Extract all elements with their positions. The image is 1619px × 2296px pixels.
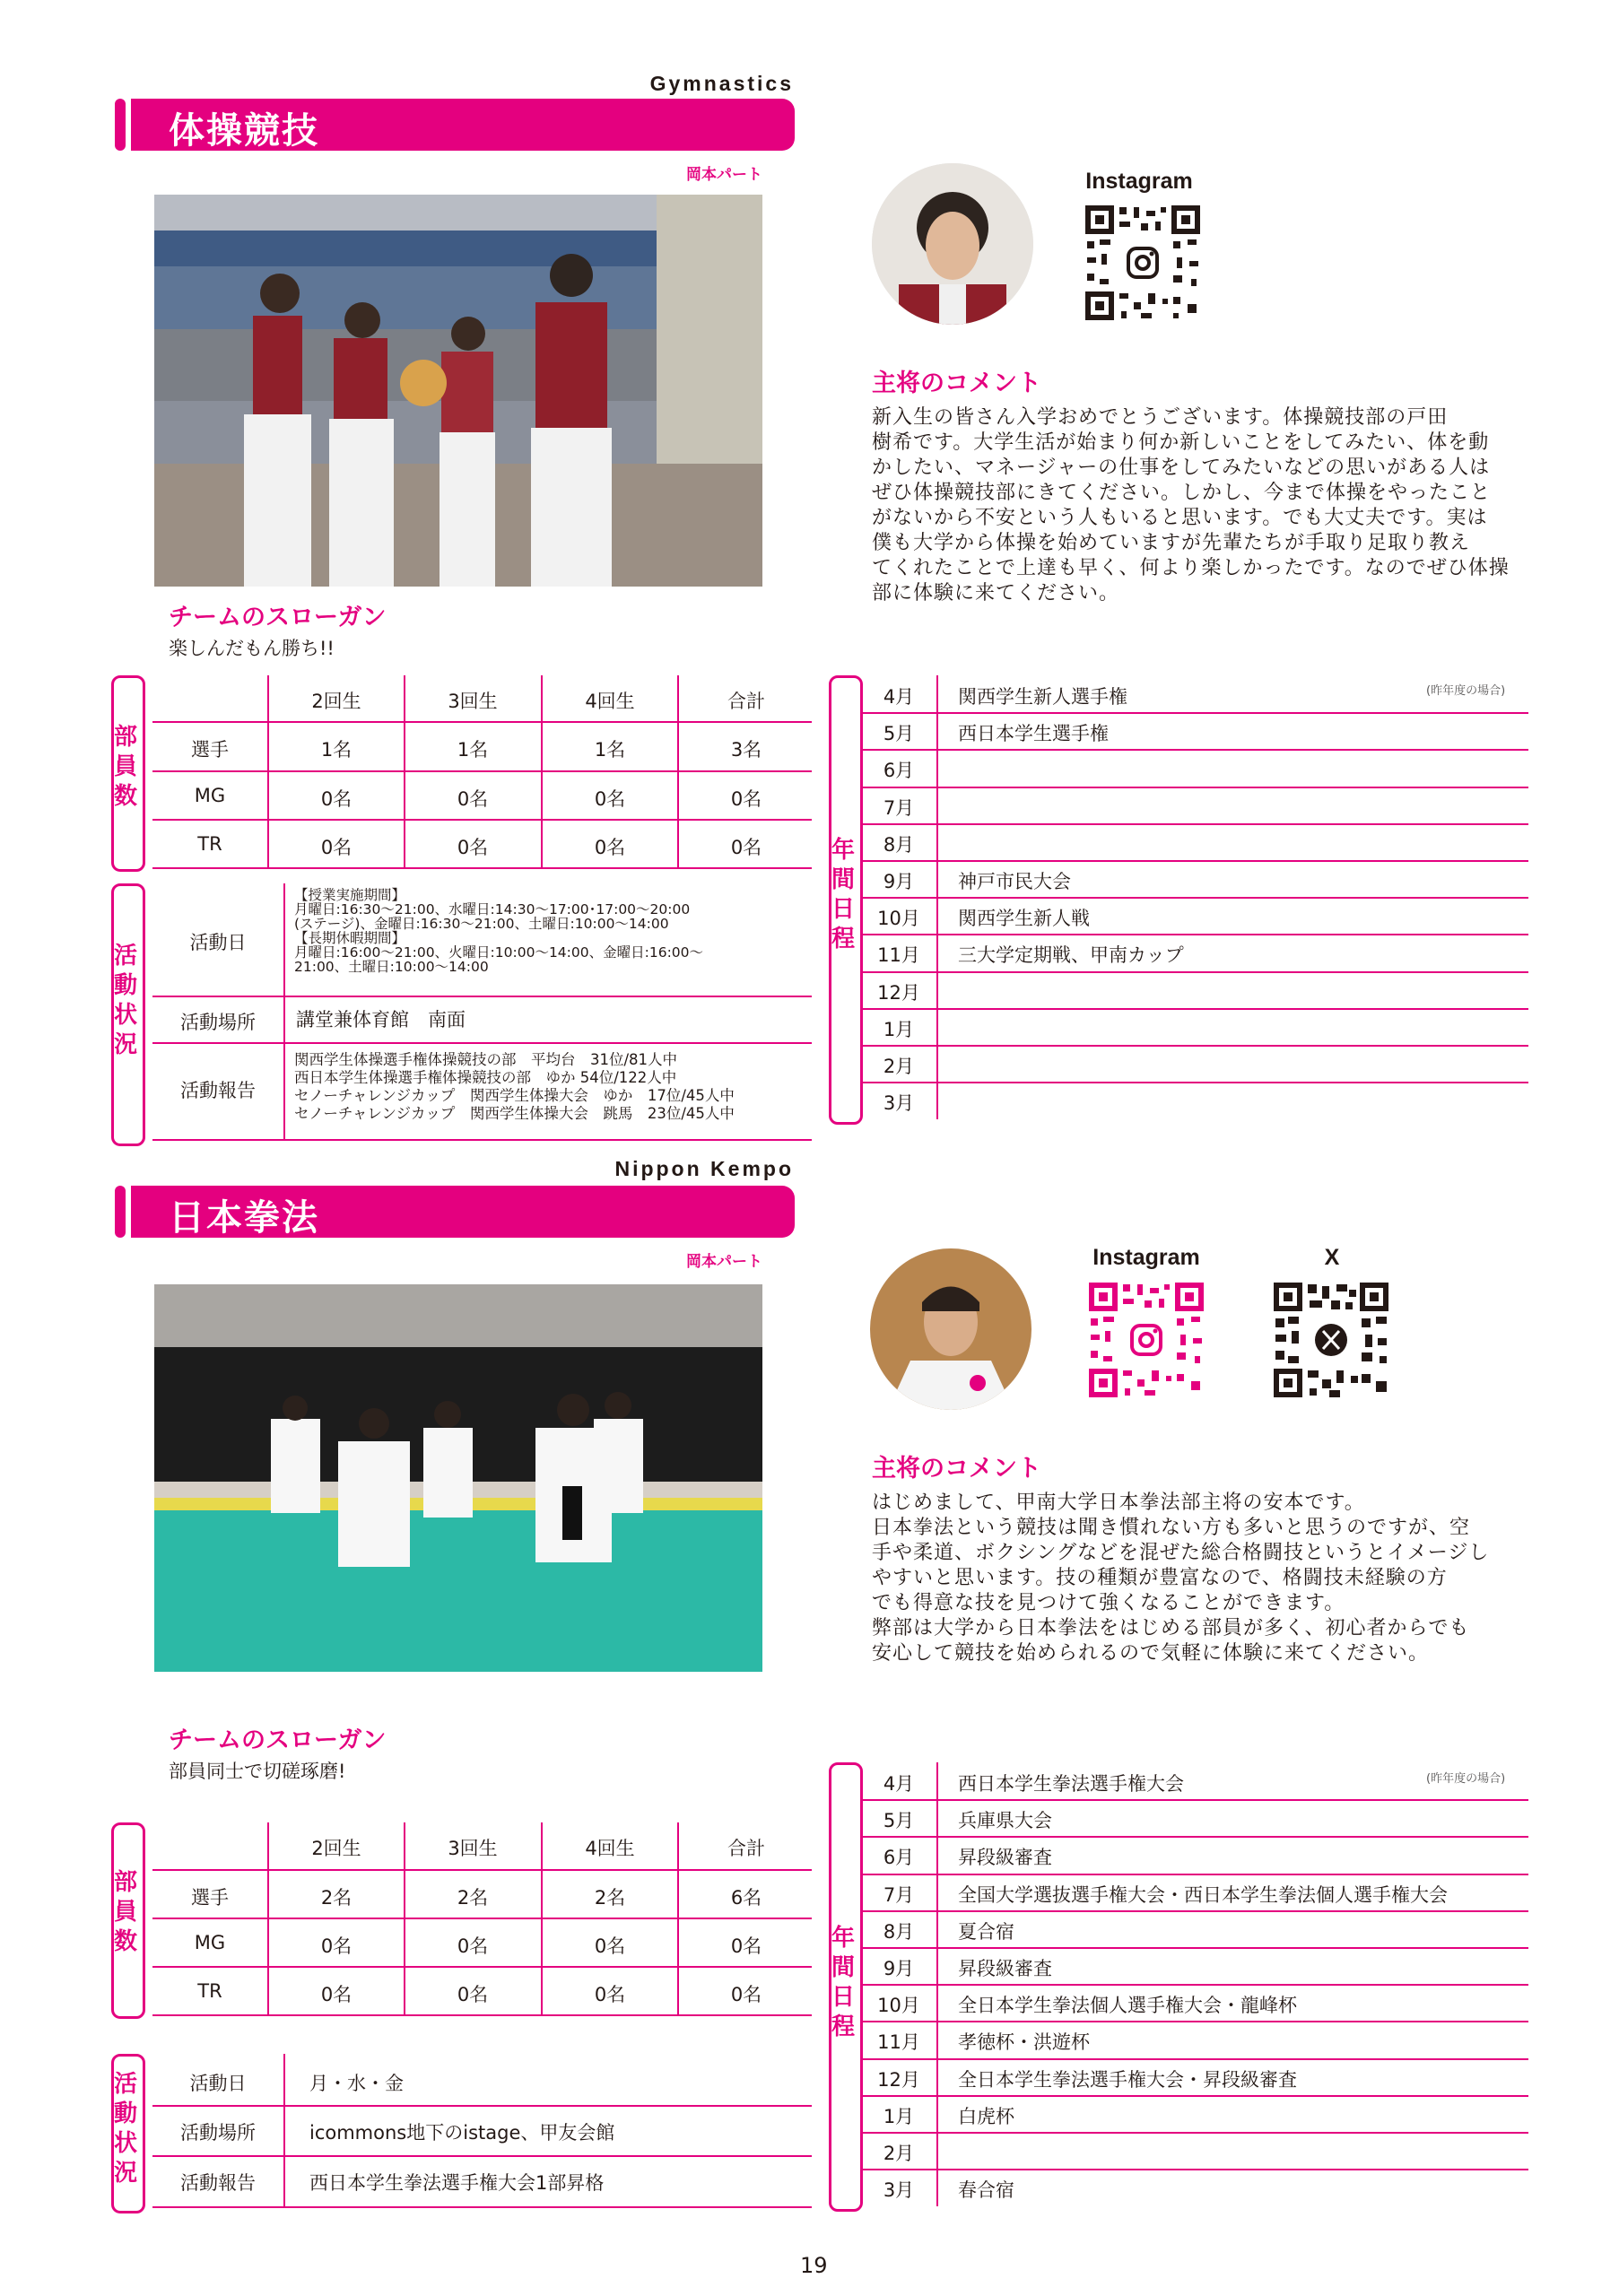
schedule-event: 春合宿 <box>958 2179 1014 2202</box>
table-cell: 2名 <box>457 1887 489 1909</box>
instagram-label: Instagram <box>1092 1245 1200 1270</box>
page-number: 19 <box>800 2253 828 2278</box>
activity-day-text: 【授業実施期間】 月曜日:16:30〜21:00、水曜日:14:30〜17:00･17:00〜20:00 (ステージ)、金曜日:16:30〜21:00、土曜日:10:00〜14:00 【長期休暇期間】 月曜日:16:00〜21:00、火曜日:10:00〜14:00、金曜日:16:00〜 21:00、土曜日:10:00〜14:00 <box>294 887 704 975</box>
schedule-divider <box>863 1799 1528 1801</box>
team-photo <box>154 195 762 587</box>
schedule-month: 10月 <box>877 908 920 930</box>
schedule-month: 5月 <box>883 723 915 745</box>
comment-line: 部に体験に来てください。 <box>872 582 1120 604</box>
instagram-label: Instagram <box>1085 169 1193 194</box>
schedule-month: 2月 <box>883 2143 915 2164</box>
comment-line: 弊部は大学から日本拳法をはじめる部員が多く、初心者からでも <box>872 1617 1470 1639</box>
activity-place-label: 活動場所 <box>180 2122 256 2144</box>
schedule-divider <box>863 823 1528 825</box>
activity-label: 活 動 状 況 <box>113 943 137 1058</box>
col-header: 3回生 <box>448 691 498 712</box>
schedule-month: 8月 <box>883 833 915 856</box>
schedule-month: 1月 <box>883 1018 915 1040</box>
schedule-event: 兵庫県大会 <box>958 1810 1052 1832</box>
schedule-month: 10月 <box>877 1995 920 2017</box>
comment-line: 日本拳法という競技は聞き慣れない方も多いと思うのですが、空 <box>872 1517 1471 1539</box>
table-cell: 0名 <box>730 1935 762 1957</box>
schedule-month: 12月 <box>877 981 920 1004</box>
table-cell: 0名 <box>594 837 626 858</box>
schedule-event: 関西学生新人戦 <box>958 908 1090 930</box>
table-cell: 0名 <box>594 1984 626 2005</box>
activity-place: 講堂兼体育館 南面 <box>296 1009 466 1031</box>
comment-line: 樹希です。大学生活が始まり何か新しいことをしてみたい、体を動 <box>872 431 1490 454</box>
table-cell: 1名 <box>594 739 626 761</box>
table-cell: 0名 <box>320 1935 353 1957</box>
instagram-qr[interactable] <box>1084 204 1202 322</box>
x-qr[interactable] <box>1272 1281 1390 1399</box>
comment-line: かしたい、マネージャーの仕事をしてみたいなどの思いがある人は <box>872 457 1491 479</box>
schedule-month: 11月 <box>877 2031 920 2054</box>
schedule-month: 6月 <box>883 760 915 782</box>
comment-line: ぜひ体操競技部にきてください。しかし、今まで体操をやったこと <box>872 482 1492 504</box>
col-header: 4回生 <box>585 691 635 712</box>
schedule-month: 4月 <box>883 1773 915 1795</box>
comment-line: 新入生の皆さん入学おめでとうございます。体操競技部の戸田 <box>872 406 1449 429</box>
table-cell: 0名 <box>594 1935 626 1957</box>
title-band <box>131 1186 795 1238</box>
table-cell: 0名 <box>320 1984 353 2005</box>
table-cell: 0名 <box>457 788 489 810</box>
col-header: 2回生 <box>311 1838 361 1859</box>
schedule-month: 3月 <box>883 2179 915 2202</box>
schedule-event: 白虎杯 <box>958 2105 1014 2127</box>
col-header: 合計 <box>727 691 765 712</box>
table-cell: 0名 <box>320 788 353 810</box>
captain-avatar-image <box>872 163 1033 325</box>
comment-line: 僕も大学から体操を始めていますが先輩たちが手取り足取り教え <box>872 532 1471 554</box>
schedule-label: 年 間 日 程 <box>831 1925 855 2040</box>
col-header: 合計 <box>727 1838 765 1859</box>
table-cell: 0名 <box>730 788 762 810</box>
activity-day-label: 活動日 <box>189 2073 247 2094</box>
activity-report: 西日本学生拳法選手権大会1部昇格 <box>309 2172 605 2194</box>
schedule-divider <box>863 1874 1528 1875</box>
table-cell: 0名 <box>320 837 353 858</box>
schedule-month: 3月 <box>883 1092 915 1115</box>
schedule-divider <box>863 2132 1528 2134</box>
captain-comment <box>872 405 1518 606</box>
table-cell: 3名 <box>730 739 762 761</box>
schedule-month: 8月 <box>883 1920 915 1943</box>
schedule-divider <box>863 1836 1528 1838</box>
table-cell: 0名 <box>730 837 762 858</box>
schedule-divider <box>863 2095 1528 2097</box>
schedule-event: 夏合宿 <box>958 1920 1014 1943</box>
part-label: 岡本パート <box>686 1253 762 1271</box>
schedule-event: 三大学定期戦、甲南カップ <box>958 944 1184 967</box>
schedule-event: 全国大学選抜選手権大会・西日本学生拳法個人選手権大会 <box>958 1883 1448 1906</box>
section-en-title: Nippon Kempo <box>614 1157 794 1180</box>
col-header: 3回生 <box>448 1838 498 1859</box>
team-photo-image <box>154 1284 762 1672</box>
table-cell: 0名 <box>457 1935 489 1957</box>
slogan-text: 部員同士で切磋琢磨! <box>169 1761 346 1782</box>
schedule-month: 9月 <box>883 871 915 892</box>
comment-line: 手や柔道、ボクシングなどを混ぜた総合格闘技というとイメージし <box>872 1542 1490 1564</box>
schedule-month: 4月 <box>883 686 915 708</box>
table-cell: 0名 <box>457 1984 489 2005</box>
schedule-event: 昇段級審査 <box>958 1847 1052 1869</box>
table-cell: 0名 <box>730 1984 762 2005</box>
schedule-month: 7月 <box>883 796 915 819</box>
col-header: 2回生 <box>311 691 361 712</box>
activity-day: 月・水・金 <box>309 2073 404 2094</box>
qr-code-icon <box>1084 204 1202 322</box>
activity-day-label: 活動日 <box>189 932 247 953</box>
schedule-divider <box>863 2058 1528 2060</box>
captain-comment <box>872 1491 1518 1666</box>
schedule-divider <box>863 712 1528 714</box>
schedule-divider <box>863 2169 1528 2170</box>
schedule-divider <box>863 934 1528 935</box>
schedule-divider <box>863 787 1528 788</box>
schedule-divider <box>863 1984 1528 1986</box>
row-label: TR <box>197 833 222 855</box>
table-cell: 1名 <box>457 739 489 761</box>
table-cell: 2名 <box>594 1887 626 1909</box>
members-label: 部 員 数 <box>113 1869 137 1955</box>
schedule-event: 全日本学生拳法個人選手権大会・龍峰杯 <box>958 1995 1297 2017</box>
schedule-divider <box>863 2021 1528 2022</box>
schedule-month: 7月 <box>883 1883 915 1906</box>
section-jp-title: 日本拳法 <box>169 1197 319 1239</box>
table-cell: 0名 <box>457 837 489 858</box>
schedule-month: 2月 <box>883 1056 915 1077</box>
schedule-divider <box>863 1082 1528 1083</box>
captain-avatar <box>870 1248 1031 1410</box>
activity-label: 活 動 状 況 <box>113 2071 137 2187</box>
comment-heading: 主将のコメント <box>872 370 1041 397</box>
schedule-label: 年 間 日 程 <box>831 837 855 952</box>
activity-place: icommons地下のistage、甲友会館 <box>309 2122 615 2144</box>
team-photo <box>154 1284 762 1672</box>
comment-line: はじめまして、甲南大学日本拳法部主将の安本です。 <box>872 1492 1365 1514</box>
col-header: 4回生 <box>585 1838 635 1859</box>
slogan-heading: チームのスローガン <box>169 604 387 631</box>
schedule-divider <box>863 1910 1528 1912</box>
schedule-divider <box>863 1947 1528 1949</box>
schedule-month: 9月 <box>883 1958 915 1979</box>
schedule-event: 全日本学生拳法選手権大会・昇段級審査 <box>958 2068 1297 2091</box>
comment-line: 安心して競技を始められるので気軽に体験に来てください。 <box>872 1642 1430 1665</box>
comment-line: がないから不安という人もいると思います。でも大丈夫です。実は <box>872 507 1488 529</box>
schedule-event: 西日本学生拳法選手権大会 <box>958 1773 1184 1795</box>
table-cell: 1名 <box>320 739 353 761</box>
captain-avatar <box>872 163 1033 325</box>
row-label: TR <box>197 1980 222 2002</box>
schedule-divider <box>863 971 1528 973</box>
prev-year-note: (昨年度の場合) <box>1426 684 1506 698</box>
row-label: MG <box>194 1932 226 1953</box>
team-photo-image <box>154 195 762 587</box>
table-cell: 0名 <box>594 788 626 810</box>
slogan-heading: チームのスローガン <box>169 1726 387 1754</box>
slogan-text: 楽しんだもん勝ち!! <box>169 638 335 659</box>
schedule-month: 1月 <box>883 2105 915 2127</box>
x-label: X <box>1324 1245 1340 1270</box>
activity-report-text: 関西学生体操選手権体操競技の部 平均台 31位/81人中 西日本学生体操選手権体操競技の部 ゆか 54位/122人中 セノーチャレンジカップ 関西学生体操大会 ゆか 17位/45人中 セノーチャレンジカップ 関西学生体操大会 跳馬 23位/45人中 <box>294 1051 735 1122</box>
schedule-divider <box>863 749 1528 751</box>
table-cell: 6名 <box>730 1887 762 1909</box>
table-cell: 2名 <box>320 1887 353 1909</box>
comment-heading: 主将のコメント <box>872 1455 1041 1483</box>
title-cap <box>115 1186 126 1238</box>
comment-line: やすいと思います。技の種類が豊富なので、格闘技未経験の方 <box>872 1567 1448 1589</box>
schedule-divider <box>863 1045 1528 1047</box>
row-label: 選手 <box>191 1887 229 1909</box>
schedule-divider <box>863 860 1528 862</box>
section-jp-title: 体操競技 <box>169 110 319 152</box>
row-label: 選手 <box>191 739 229 761</box>
activity-report-label: 活動報告 <box>180 2172 256 2194</box>
qr-code-icon <box>1272 1281 1390 1399</box>
schedule-month: 5月 <box>883 1810 915 1832</box>
members-label: 部 員 数 <box>113 724 137 810</box>
part-label: 岡本パート <box>686 166 762 184</box>
title-cap <box>115 99 126 151</box>
schedule-event: 神戸市民大会 <box>958 871 1071 892</box>
prev-year-note: (昨年度の場合) <box>1426 1772 1506 1786</box>
section-en-title: Gymnastics <box>649 72 794 95</box>
title-band <box>131 99 795 151</box>
activity-place-label: 活動場所 <box>180 1012 256 1033</box>
schedule-event: 西日本学生選手権 <box>958 723 1109 745</box>
schedule-event: 昇段級審査 <box>958 1958 1052 1979</box>
schedule-event: 関西学生新人選手権 <box>958 686 1127 708</box>
captain-avatar-image <box>870 1248 1031 1410</box>
comment-line: てくれたことで上達も早く、何より楽しかったです。なのでぜひ体操 <box>872 557 1510 579</box>
instagram-qr[interactable] <box>1087 1281 1206 1399</box>
schedule-month: 11月 <box>877 944 920 967</box>
schedule-month: 6月 <box>883 1847 915 1869</box>
schedule-divider <box>863 897 1528 899</box>
schedule-divider <box>863 1008 1528 1010</box>
schedule-event: 孝徳杯・洪遊杯 <box>958 2031 1090 2054</box>
schedule-month: 12月 <box>877 2068 920 2091</box>
activity-report-label: 活動報告 <box>180 1080 256 1101</box>
row-label: MG <box>194 785 226 806</box>
qr-code-icon <box>1087 1281 1206 1399</box>
comment-line: でも得意な技を見つけて強くなることができます。 <box>872 1592 1345 1614</box>
